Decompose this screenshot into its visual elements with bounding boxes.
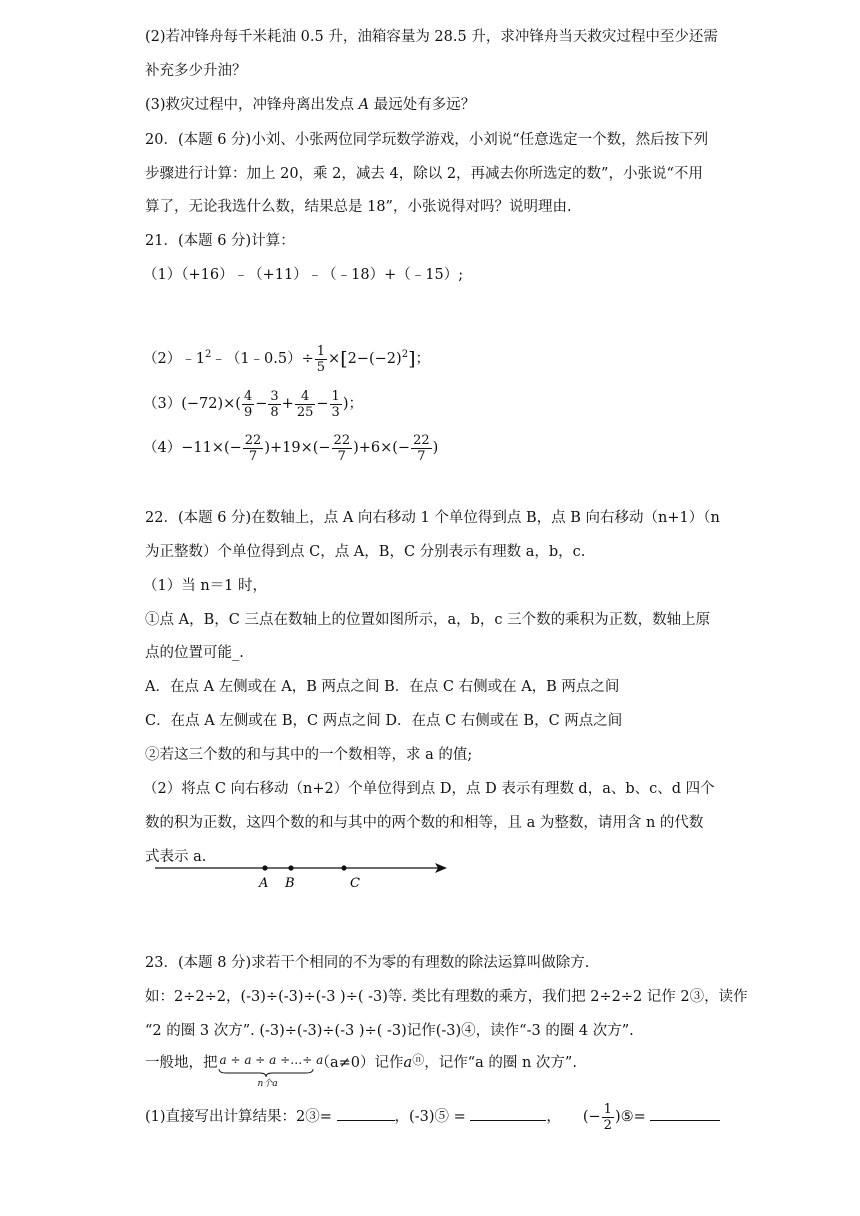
expr2-times: × [328,351,341,367]
expr4-part-a: （4）−11×(− [143,440,242,456]
answer-blank-2[interactable] [470,1106,546,1121]
frac-suffix: )⑤= [614,1109,646,1125]
fraction-3-8 [268,389,280,420]
q19-part3 [145,95,475,115]
plus-sign: + [281,396,294,412]
fraction-22-7 [411,433,432,464]
q19-part3-text-b: 最远处有多远？ [369,97,476,113]
fraction-22-7 [332,433,353,464]
expr3-end: )； [342,396,363,412]
answer-blank-3[interactable] [650,1106,720,1121]
fraction-numerator: 3 [270,388,279,404]
fraction-one-fifth [315,344,327,375]
expr4-part-c: )+6×(− [353,440,411,456]
a-var: a [403,1055,413,1071]
division-expr-text: a ÷ a ÷ a ÷…÷ a [219,1053,324,1067]
fraction-denominator: 7 [248,448,258,464]
q22-line3: （1）当 n＝1 时， [143,578,268,594]
fraction-numerator: 1 [603,1101,612,1117]
expr2-exponent: 2 [204,349,212,361]
fraction-22-7 [243,433,264,464]
q22-line2: 为正整数）个单位得到点 C，点 A，B，C 分别表示有理数 a，b，c. [145,544,586,560]
q19-part3-text-a: (3)救灾过程中，冲锋舟离出发点 [145,97,359,113]
q23-line4-b: （a≠0）记作 [315,1055,404,1071]
expr4-part-b: )+19×(− [264,440,331,456]
q20-line2: 步骤进行计算：加上 20，乘 2，减去 4，除以 2，再减去你所选定的数”，小张说“不用 [145,166,703,182]
frac-prefix: (− [582,1109,601,1125]
expr2-end: ； [415,351,430,367]
point-a-var: A [358,97,370,113]
q23-line5 [145,1099,720,1135]
q21-expr3 [143,386,363,422]
fraction-4-25 [295,389,316,420]
q19-part2-line1: (2)若冲锋舟每千米耗油 0.5 升，油箱容量为 28.5 升，求冲锋舟当天救灾过程中至少还需 [145,29,718,45]
fraction-denominator: 8 [270,404,279,420]
point-c-label: C [350,876,360,891]
fraction-denominator: 7 [417,448,426,464]
q23-line4 [145,1052,577,1089]
q20-line1: 20．(本题 6 分)小刘、小张两位同学玩数学游戏，小刘说“任意选定一个数，然后按下列 [145,132,709,148]
fraction-denominator: 3 [331,404,340,420]
fraction-denominator: 2 [603,1117,612,1133]
fraction-numerator: 4 [295,389,316,405]
expr3-part-a: （3）(−72)×( [143,396,241,412]
fraction-numerator: 22 [244,432,262,448]
q21-heading: 21．(本题 6 分)计算： [145,233,295,249]
fraction-denominator: 25 [296,404,314,420]
q22-option-cd: C．在点 A 左侧或在 B，C 两点之间 D．在点 C 右侧或在 B，C 两点之间 [145,713,623,729]
expr2-exponent2: 2 [401,349,409,361]
q23-line2: 如：2÷2÷2，(-3)÷(-3)÷(-3 )÷( -3)等. 类比有理数的乘方，我们把 2÷2÷2 记作 2③，读作 [145,989,748,1005]
q22-line9: 式表示 a. [145,849,207,865]
fraction-1-3 [330,389,342,420]
right-bracket-icon: ] [408,348,416,370]
fraction-numerator: 4 [243,388,253,404]
q21-expr1: （1）（+16）﹣（+11）﹣（﹣18）+（﹣15）; [143,267,464,283]
minus-sign: − [255,396,268,412]
point-b-label: B [285,876,295,891]
expr2-part-a: （2）﹣1 [143,351,205,367]
division-expression [218,1052,324,1089]
q22-line5: 点的位置可能_. [145,645,244,661]
fraction-denominator: 7 [337,448,346,464]
q23-line5-c: ， [546,1109,561,1125]
q23-line3: “2 的圈 3 次方”. (-3)÷(-3)÷(-3 )÷( -3)记作(-3)④，读作“-3 的圈 4 次方”. [145,1023,634,1039]
q22-line7: （2）将点 C 向右移动（n+2）个单位得到点 D，点 D 表示有理数 d，a、b、c、d 四个 [143,781,715,797]
q19-part2-line2: 补充多少升油？ [145,63,247,79]
fraction-numerator: 1 [316,343,326,359]
q23-line5-b: ，(-3)⑤ = [394,1109,466,1125]
expr2-bracket-content: 2−(−2) [347,351,402,367]
q23-line5-a: (1)直接写出计算结果：2③= [145,1109,332,1125]
number-line-figure [150,856,460,896]
fraction-one-half [602,1102,614,1133]
q22-line4: ①点 A，B，C 三点在数轴上的位置如图所示，a，b，c 三个数的乘积为正数，数轴上原 [145,612,711,628]
q22-line6: ②若这三个数的和与其中的一个数相等，求 a 的值; [145,747,473,763]
underbrace-label: n个a [257,1079,278,1089]
q23-line4-a: 一般地，把 [145,1055,218,1071]
answer-blank-1[interactable] [337,1106,395,1121]
q23-line4-c: ，记作“a 的圈 n 次方”. [424,1055,577,1071]
point-a-label: A [259,876,269,891]
minus-sign: − [316,396,329,412]
q22-line8: 数的积为正数，这四个数的和与其中的两个数的和相等，且 a 为整数，请用含 n 的代数 [145,815,704,831]
q23-line1: 23．(本题 8 分)求若干个相同的不为零的有理数的除法运算叫做除方. [145,955,590,971]
circle-n-icon: ⓝ [412,1053,425,1067]
fraction-4-9 [242,389,254,420]
q21-expr2 [143,342,430,376]
q22-line1: 22．(本题 6 分)在数轴上，点 A 向右移动 1 个单位得到点 B，点 B 向右移动（n+1）（n [145,510,720,526]
point-b-dot [288,865,293,870]
fraction-numerator: 1 [331,388,340,404]
expr4-end: ) [432,440,439,456]
fraction-numerator: 22 [413,432,430,448]
fraction-numerator: 22 [333,432,351,448]
point-c-dot [341,865,346,870]
q20-line3: 算了，无论我选什么数，结果总是 18”，小张说得对吗？说明理由. [145,199,572,215]
left-bracket-icon: [ [340,348,348,370]
q21-expr4 [143,430,438,466]
point-a-dot [262,865,267,870]
expr2-part-b: ﹣（1﹣0.5）÷ [211,351,314,367]
fraction-denominator: 5 [316,359,326,375]
fraction-denominator: 9 [243,404,253,420]
q22-option-ab: A．在点 A 左侧或在 A，B 两点之间 B．在点 C 右侧或在 A，B 两点之间 [145,679,620,695]
